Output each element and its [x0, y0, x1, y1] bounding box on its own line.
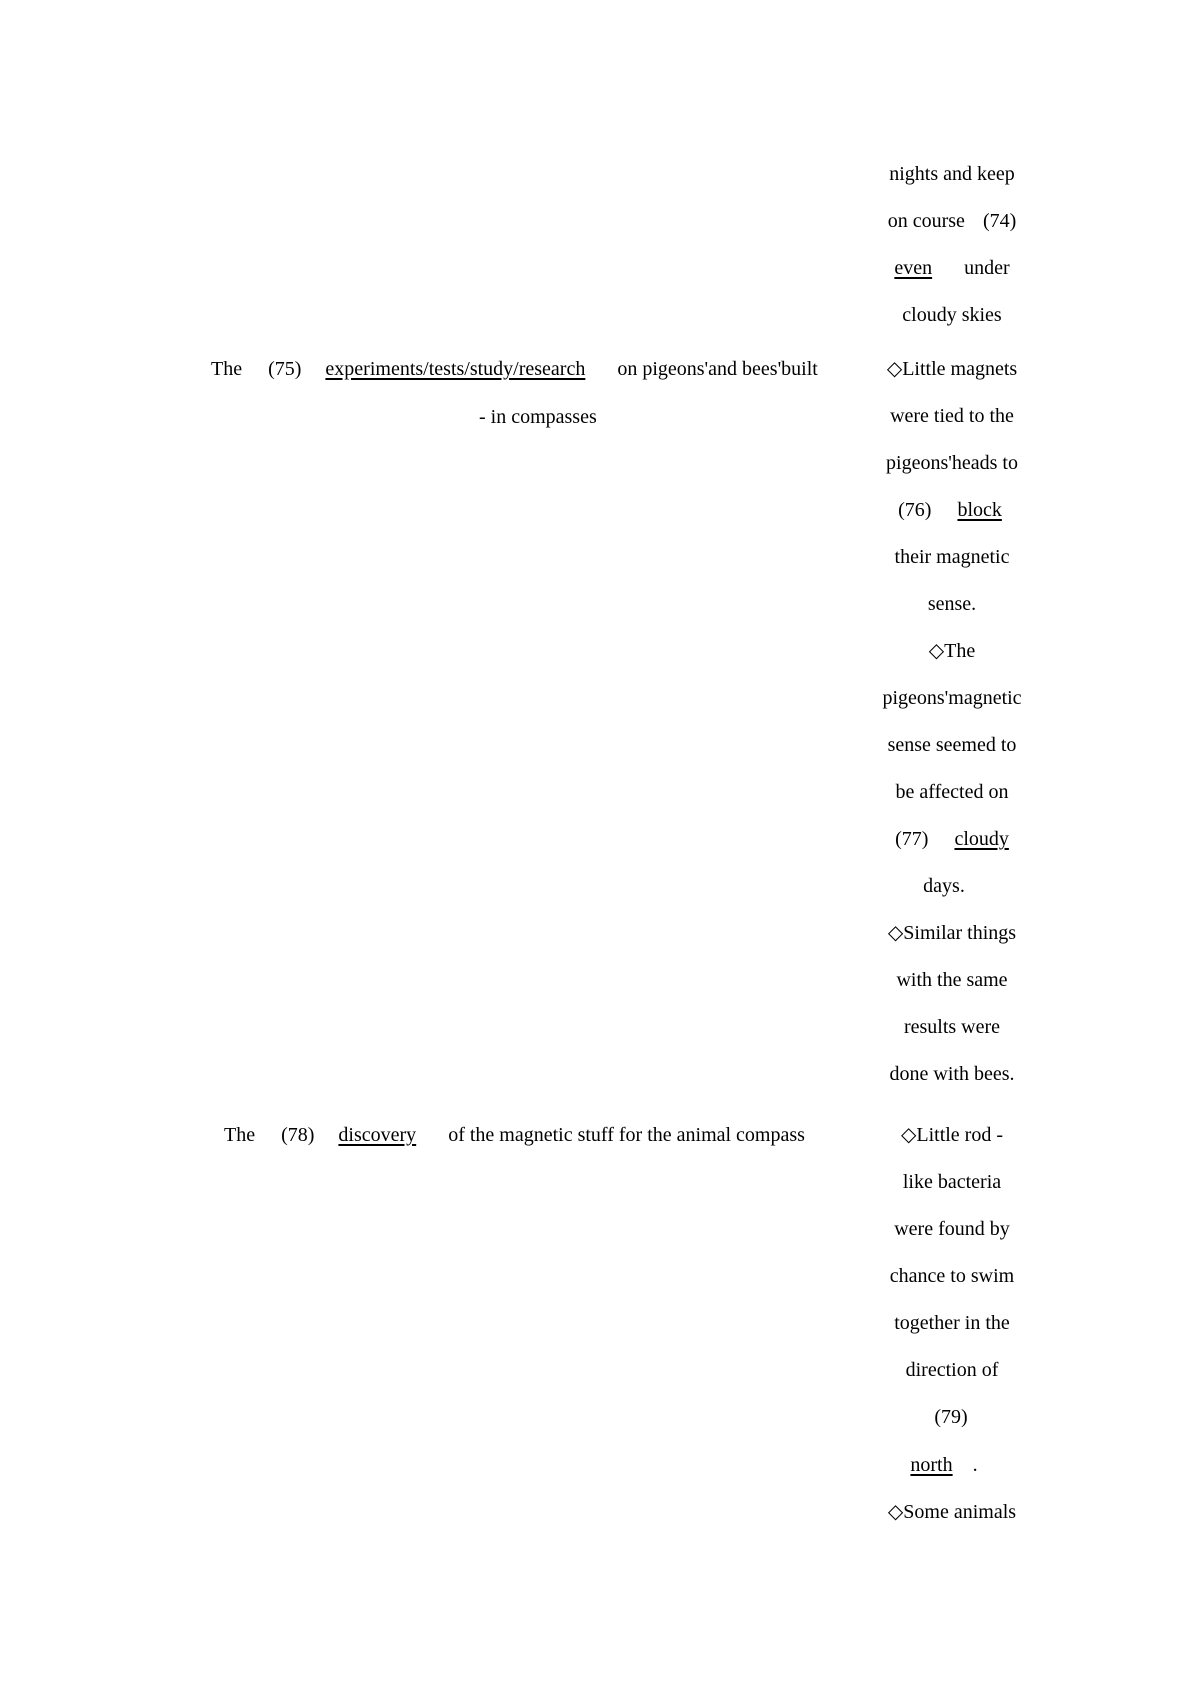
left-cell-the: The	[224, 1124, 256, 1146]
answer-blank-78: discovery	[338, 1124, 417, 1146]
right-cell-line: ◇Little magnets	[886, 358, 1018, 380]
right-cell-line: were found by	[894, 1218, 1010, 1240]
right-cell-line: direction of	[905, 1359, 999, 1381]
right-cell-text: .	[972, 1454, 978, 1476]
right-cell-line: with the same	[896, 969, 1008, 991]
right-cell-line	[910, 1455, 977, 1475]
right-cell-text: under	[964, 257, 1010, 279]
answer-blank-79: north	[910, 1454, 953, 1476]
right-cell-line	[895, 829, 1009, 849]
blank-number: (79)	[934, 1406, 968, 1428]
right-cell-line: together in the	[894, 1312, 1010, 1334]
right-cell-line	[898, 500, 1010, 520]
right-cell-line: days.	[923, 875, 965, 897]
answer-blank-76: block	[957, 499, 1002, 521]
answer-blank-79-start	[974, 1406, 994, 1428]
right-cell-line: nights and keep	[889, 163, 1015, 185]
right-cell-line: results were	[903, 1016, 1001, 1038]
right-cell-line	[888, 211, 1017, 231]
right-cell-line	[934, 1407, 993, 1427]
answer-blank-77: cloudy	[954, 828, 1009, 850]
blank-number: (78)	[281, 1124, 315, 1146]
right-cell-line: pigeons'heads to	[886, 452, 1018, 474]
right-cell-line: chance to swim	[889, 1265, 1015, 1287]
blank-number: (74)	[982, 210, 1017, 232]
blank-number: (77)	[895, 828, 929, 850]
answer-blank-75: experiments/tests/study/research	[325, 358, 586, 380]
right-cell-line: ◇Little rod -	[900, 1124, 1004, 1146]
right-cell-line: cloudy skies	[902, 304, 1002, 326]
left-cell-line	[211, 359, 818, 379]
right-cell-line: like bacteria	[902, 1171, 1002, 1193]
left-cell-line	[224, 1125, 805, 1145]
left-cell-line: - in compasses	[479, 406, 597, 428]
right-cell-line: done with bees.	[889, 1063, 1015, 1085]
right-cell-line: ◇Some animals	[887, 1501, 1017, 1523]
right-cell-line: were tied to the	[890, 405, 1014, 427]
blank-number: (75)	[268, 358, 302, 380]
right-cell-text: on course	[887, 210, 965, 232]
right-cell-line: sense.	[927, 593, 977, 615]
left-cell-text: on pigeons'and bees'built	[617, 358, 818, 380]
blank-number: (76)	[898, 499, 932, 521]
right-cell-line	[894, 258, 1009, 278]
left-cell-the: The	[211, 358, 243, 380]
right-cell-line: their magnetic	[894, 546, 1010, 568]
right-cell-line: ◇The	[928, 640, 976, 662]
answer-blank-74: even	[894, 257, 933, 279]
right-cell-line: pigeons'magnetic	[882, 687, 1022, 709]
right-cell-line: ◇Similar things	[887, 922, 1017, 944]
left-cell-text: of the magnetic stuff for the animal compass	[448, 1124, 805, 1146]
right-cell-line: be affected on	[895, 781, 1009, 803]
right-cell-line: sense seemed to	[887, 734, 1017, 756]
